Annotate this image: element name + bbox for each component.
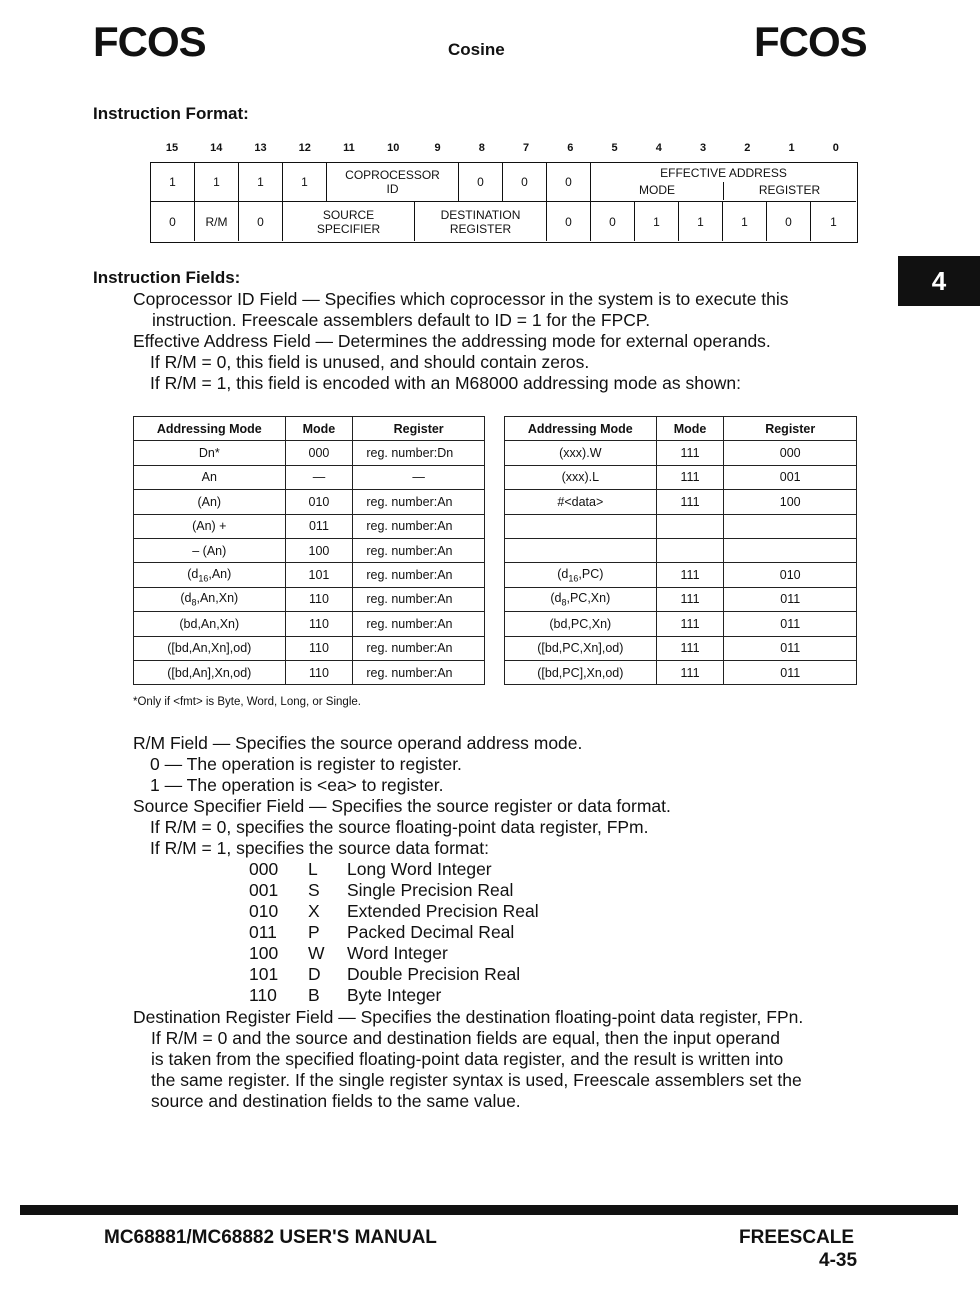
destination-register-cell [415, 202, 547, 241]
effective-address-label: EFFECTIVE ADDRESS [660, 166, 787, 180]
rm-field-desc: R/M Field — Specifies the source operand address mode. [133, 733, 583, 753]
mode-cell: 011 [285, 514, 353, 538]
format-letter: W [308, 943, 325, 963]
table-row [134, 587, 485, 611]
bit-number: 3 [699, 142, 707, 154]
register-cell: — [353, 465, 485, 489]
table-row [505, 587, 857, 611]
bit-number: 14 [210, 142, 223, 154]
bit-number: 4 [655, 142, 662, 154]
mode-cell: 101 [285, 563, 353, 587]
mode-cell: 111 [656, 563, 724, 587]
register-cell: reg. number:An [353, 563, 485, 587]
table-footnote: *Only if <fmt> is Byte, Word, Long, or Single. [133, 696, 361, 708]
destination-desc-line3: is taken from the specified floating-point data register, and the result is written into [151, 1049, 784, 1069]
register-cell: reg. number:An [353, 612, 485, 636]
table-row [134, 636, 485, 660]
format-code: 110 [249, 985, 277, 1005]
mode-cell [656, 514, 724, 538]
addressing-mode-cell: (bd,PC,Xn) [505, 612, 657, 636]
bit6-cell: 0 [547, 202, 591, 241]
bit5-cell: 0 [591, 202, 635, 241]
footer-manual-title: MC68881/MC68882 USER'S MANUAL [104, 1227, 437, 1248]
table-header-row [134, 417, 485, 441]
bit-number: 1 [788, 142, 795, 154]
bit-numbers [150, 142, 858, 158]
addressing-mode-cell: (An) [134, 490, 286, 514]
addressing-table-right [504, 416, 857, 685]
coprocessor-id-desc-cont: instruction. Freescale assemblers default to ID = 1 for the FPCP. [152, 310, 651, 330]
table-row [505, 490, 857, 514]
bit7-cell: 0 [503, 163, 547, 201]
addressing-mode-cell: $(d_{16},An)$ [134, 563, 286, 587]
format-letter: B [308, 985, 320, 1005]
mode-cell: 111 [656, 490, 724, 514]
coprocessor-id-desc: Coprocessor ID Field — Specifies which coprocessor in the system is to execute this [133, 289, 789, 309]
mode-cell: 110 [285, 660, 353, 684]
ea-register-label: REGISTER [758, 183, 821, 197]
mode-cell: — [285, 465, 353, 489]
rm-1-desc: 1 — The operation is <ea> to register. [150, 775, 444, 795]
addressing-mode-cell: An [134, 465, 286, 489]
mode-cell: 111 [656, 441, 724, 465]
register-cell: 001 [724, 465, 857, 489]
addressing-mode-cell: ([bd,PC],Xn,od) [505, 660, 657, 684]
register-cell: reg. number:An [353, 587, 485, 611]
source-label: SOURCE [322, 207, 375, 222]
addressing-mode-cell: – (An) [134, 538, 286, 562]
effective-address-desc: Effective Address Field — Determines the addressing mode for external operands. [133, 331, 771, 351]
bit13-cell: 1 [239, 163, 283, 201]
bit-number: 10 [387, 142, 400, 154]
rm-cell: R/M [195, 202, 239, 241]
table-row [505, 465, 857, 489]
destination-desc-line4: the same register. If the single register syntax is used, Freescale assemblers set the [151, 1070, 802, 1090]
mode-cell: 000 [285, 441, 353, 465]
rm0-desc: If R/M = 0, this field is unused, and should contain zeros. [150, 352, 590, 372]
format-name: Word Integer [347, 943, 448, 963]
register-cell: reg. number:An [353, 660, 485, 684]
bit15-cell: 1 [151, 163, 195, 201]
bit13-cell: 0 [239, 202, 283, 241]
bit3-cell: 1 [679, 202, 723, 241]
table-row [134, 490, 485, 514]
bit-number: 2 [744, 142, 751, 154]
format-name: Extended Precision Real [347, 901, 539, 921]
destination-desc: Destination Register Field — Specifies the destination floating-point data register, FPn. [133, 1007, 804, 1027]
table-row [134, 538, 485, 562]
instruction-format-grid [150, 162, 858, 243]
table-row [505, 514, 857, 538]
format-name: Double Precision Real [347, 964, 521, 984]
addressing-mode-cell: (bd,An,Xn) [134, 612, 286, 636]
destination-desc-line2: If R/M = 0 and the source and destination fields are equal, then the input operand [151, 1028, 780, 1048]
addressing-mode-cell: ([bd,PC,Xn],od) [505, 636, 657, 660]
table-row [134, 563, 485, 587]
col-header-register: Register [353, 417, 485, 441]
destination-desc-line5: source and destination fields to the same value. [151, 1091, 521, 1111]
mode-cell: 010 [285, 490, 353, 514]
register-cell: reg. number:An [353, 538, 485, 562]
table-row [505, 660, 857, 684]
format-code: 011 [249, 922, 277, 942]
format-code: 100 [249, 943, 279, 963]
format-code: 101 [249, 964, 279, 984]
table-row [505, 441, 857, 465]
source-specifier-desc: Source Specifier Field — Specifies the source register or data format. [133, 796, 671, 816]
register-cell: reg. number:An [353, 514, 485, 538]
register-cell: reg. number:Dn [353, 441, 485, 465]
addressing-mode-cell: (xxx).L [505, 465, 657, 489]
format-letter: D [308, 964, 321, 984]
table-row [134, 612, 485, 636]
effective-address-cell [591, 163, 856, 201]
format-name: Long Word Integer [347, 859, 492, 879]
register-cell [724, 538, 857, 562]
section-tab[interactable]: 4 [898, 256, 980, 306]
coprocessor-id-label: ID [386, 182, 399, 196]
format-name: Packed Decimal Real [347, 922, 515, 942]
rm-0-desc: 0 — The operation is register to register. [150, 754, 462, 774]
bit1-cell: 0 [767, 202, 811, 241]
register-cell: reg. number:An [353, 636, 485, 660]
coprocessor-label: COPROCESSOR [345, 168, 440, 182]
addressing-mode-cell: ([bd,An,Xn],od) [134, 636, 286, 660]
mode-cell: 110 [285, 636, 353, 660]
mode-cell: 111 [656, 636, 724, 660]
rm1-desc: If R/M = 1, this field is encoded with an M68000 addressing mode as shown: [150, 373, 741, 393]
source-format-list [0, 859, 980, 1009]
footer-brand: FREESCALE [739, 1227, 855, 1248]
ea-mode-label: MODE [639, 183, 675, 197]
addressing-mode-cell [505, 538, 657, 562]
header-right-mnemonic: FCOS [754, 18, 867, 65]
bit6-cell: 0 [547, 163, 591, 201]
format-code: 001 [249, 880, 279, 900]
addressing-mode-cell: $(d_8,An,Xn)$ [134, 587, 286, 611]
col-header-register: Register [724, 417, 857, 441]
mode-cell: 111 [656, 660, 724, 684]
register-cell: 010 [724, 563, 857, 587]
bit4-cell: 1 [635, 202, 679, 241]
table-row [505, 563, 857, 587]
bit0-cell: 1 [830, 214, 837, 229]
format-letter: L [308, 859, 318, 879]
bit-number: 11 [343, 142, 355, 154]
bit-number: 8 [478, 142, 485, 154]
bit-number: 12 [298, 142, 311, 154]
bit-number: 0 [832, 142, 839, 154]
addressing-mode-cell [505, 514, 657, 538]
format-name: Single Precision Real [347, 880, 514, 900]
table-row [505, 636, 857, 660]
bit-number: 7 [522, 142, 530, 154]
source-rm1-desc: If R/M = 1, specifies the source data format: [150, 838, 489, 858]
table-row [505, 538, 857, 562]
destination-label: DESTINATION [440, 207, 521, 222]
register-cell: 100 [724, 490, 857, 514]
register-cell: 011 [724, 587, 857, 611]
table-row [134, 514, 485, 538]
source-specifier-cell [283, 202, 415, 241]
bit-number: 6 [567, 142, 574, 154]
format-name: Byte Integer [347, 985, 442, 1005]
format-row-2 [151, 202, 856, 241]
bit-number: 9 [434, 142, 441, 154]
bit15-cell: 0 [151, 202, 195, 241]
bit14-cell: 1 [195, 163, 239, 201]
format-code: 000 [249, 859, 279, 879]
col-header-addressing-mode: Addressing Mode [134, 417, 286, 441]
instruction-fields-title: Instruction Fields: [93, 268, 241, 287]
addressing-mode-cell: (xxx).W [505, 441, 657, 465]
footer-rule [20, 1205, 958, 1215]
header-title: Cosine [448, 40, 505, 59]
addressing-mode-cell: #<data> [505, 490, 657, 514]
mode-cell: 111 [656, 612, 724, 636]
source-rm0-desc: If R/M = 0, specifies the source floating-point data register, FPm. [150, 817, 649, 837]
table-row [134, 660, 485, 684]
format-letter: S [308, 880, 320, 900]
table-row [505, 612, 857, 636]
bit2-cell: 1 [723, 202, 767, 241]
format-row-1 [151, 163, 856, 202]
page-number: 4-35 [819, 1250, 858, 1271]
register-cell: 000 [724, 441, 857, 465]
addressing-mode-cell: $(d_8,PC,Xn)$ [505, 587, 657, 611]
instruction-format-title: Instruction Format: [93, 104, 249, 123]
coprocessor-id-cell [327, 163, 459, 201]
table-header-row [505, 417, 857, 441]
mode-cell: 110 [285, 612, 353, 636]
register-label: REGISTER [449, 221, 512, 236]
col-header-mode: Mode [285, 417, 353, 441]
col-header-addressing-mode: Addressing Mode [505, 417, 657, 441]
bit-number: 5 [611, 142, 618, 154]
register-cell: 011 [724, 612, 857, 636]
format-letter: P [308, 922, 320, 942]
register-cell: reg. number:An [353, 490, 485, 514]
register-cell: 011 [724, 636, 857, 660]
format-code: 010 [249, 901, 279, 921]
table-row [134, 465, 485, 489]
mode-cell [656, 538, 724, 562]
addressing-mode-cell: ([bd,An],Xn,od) [134, 660, 286, 684]
bit8-cell: 0 [459, 163, 503, 201]
addressing-mode-cell: (An) + [134, 514, 286, 538]
specifier-label: SPECIFIER [316, 221, 381, 236]
header-left-mnemonic: FCOS [93, 18, 206, 65]
table-row [134, 441, 485, 465]
register-cell [724, 514, 857, 538]
mode-cell: 111 [656, 465, 724, 489]
addressing-mode-cell: $(d_{16},PC)$ [505, 563, 657, 587]
mode-cell: 100 [285, 538, 353, 562]
format-letter: X [308, 901, 320, 921]
bit-number: 15 [165, 142, 179, 154]
col-header-mode: Mode [656, 417, 724, 441]
register-cell: 011 [724, 660, 857, 684]
bit12-cell: 1 [283, 163, 327, 201]
addressing-table-left [133, 416, 485, 685]
mode-cell: 110 [285, 587, 353, 611]
ea-divider [723, 182, 724, 200]
addressing-mode-cell: Dn* [134, 441, 286, 465]
bit-number: 13 [254, 142, 267, 154]
mode-cell: 111 [656, 587, 724, 611]
